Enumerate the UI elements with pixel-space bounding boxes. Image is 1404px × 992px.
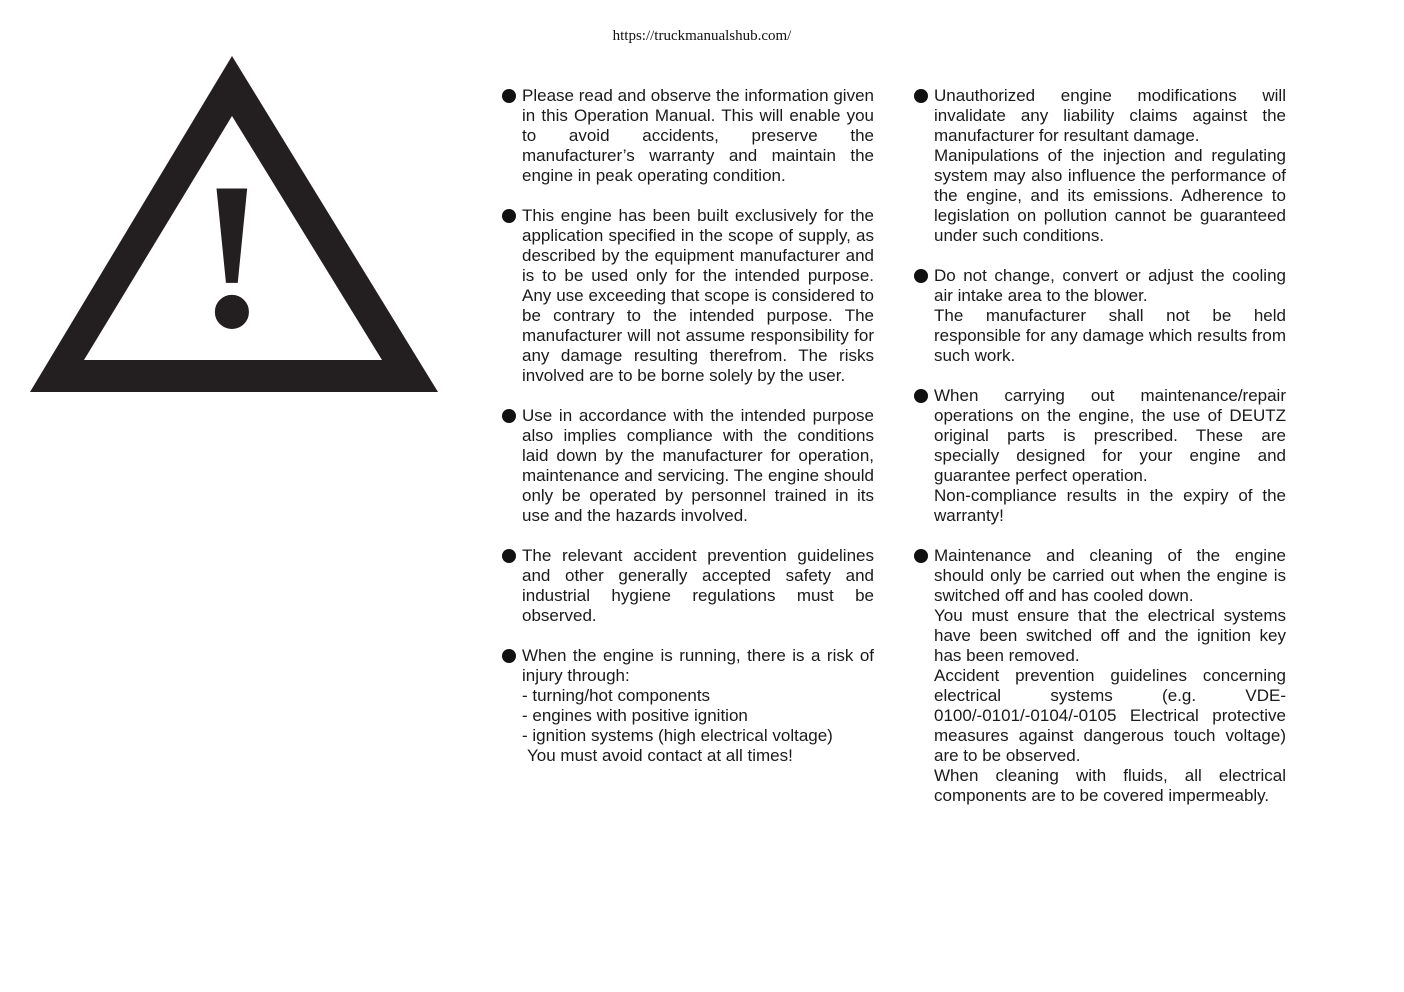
paragraph: Please read and observe the information given in this Operation Manual. This will enable you to avoid accidents, preserve the manufacturer’s warranty and maintain the engine in peak operating condition.	[522, 86, 874, 185]
bullet-icon	[914, 549, 928, 563]
bullet-icon	[502, 549, 516, 563]
risk-list-item: - turning/hot components	[522, 686, 711, 705]
safety-note	[502, 86, 874, 186]
bullet-icon	[914, 389, 928, 403]
paragraph: This engine has been built exclusively for the application specified in the scope of supply, as described by the equipment manufacturer and is to be used only for the intended purpose. Any use exceeding that scope is considered to be contrary to the intended purpose. The manufacturer will not assume responsibility for any damage resulting therefrom. The risks involved are to be borne solely by the user.	[522, 206, 874, 385]
paragraph: The relevant accident prevention guidelines and other generally accepted safety and industrial hygiene regulations must be observed.	[522, 546, 874, 625]
safety-note	[502, 206, 874, 386]
safety-note-risks	[502, 646, 874, 766]
safety-note	[502, 406, 874, 526]
paragraph: When carrying out maintenance/repair operations on the engine, the use of DEUTZ original parts is prescribed. These are specially designed for your engine and guarantee perfect operation.	[934, 386, 1286, 485]
paragraph: Accident prevention guidelines concerning electrical systems (e.g. VDE-0100/-0101/-0104/-0105 Electrical protective measures against dangerous touch voltage) are to be observed.	[934, 666, 1286, 765]
paragraph: Maintenance and cleaning of the engine should only be carried out when the engine is switched off and has cooled down.	[934, 546, 1286, 605]
safety-note	[502, 546, 874, 626]
bullet-icon	[914, 269, 928, 283]
left-text-column	[502, 86, 874, 786]
bullet-icon	[914, 89, 928, 103]
risk-list-item: - engines with positive ignition	[522, 706, 748, 725]
risk-closing: You must avoid contact at all times!	[527, 746, 793, 765]
paragraph: When cleaning with fluids, all electrical components are to be covered impermeably.	[934, 766, 1286, 805]
paragraph: Use in accordance with the intended purpose also implies compliance with the conditions laid down by the manufacturer for operation, maintenance and servicing. The engine should only be operated by personnel trained in its use and the hazards involved.	[522, 406, 874, 525]
right-text-column	[914, 86, 1286, 826]
paragraph: Manipulations of the injection and regulating system may also influence the performance of the engine, and its emissions. Adherence to legislation on pollution cannot be guaranteed under such conditions.	[934, 146, 1286, 245]
paragraph: Unauthorized engine modifications will invalidate any liability claims against the manufacturer for resultant damage.	[934, 86, 1286, 145]
bullet-icon	[502, 409, 516, 423]
safety-note	[914, 546, 1286, 806]
paragraph: Do not change, convert or adjust the cooling air intake area to the blower.	[934, 266, 1286, 305]
bullet-icon	[502, 649, 516, 663]
risk-list-item: - ignition systems (high electrical voltage)	[522, 726, 833, 745]
safety-note	[914, 386, 1286, 526]
source-url: https://truckmanualshub.com/	[612, 28, 792, 44]
safety-note	[914, 86, 1286, 246]
safety-note	[914, 266, 1286, 366]
paragraph: Non-compliance results in the expiry of the warranty!	[934, 486, 1286, 525]
paragraph: The manufacturer shall not be held responsible for any damage which results from such work.	[934, 306, 1286, 365]
exclamation-mark: !	[197, 140, 267, 372]
warning-triangle-icon	[28, 54, 440, 396]
bullet-icon	[502, 89, 516, 103]
paragraph: You must ensure that the electrical systems have been switched off and the ignition key has been removed.	[934, 606, 1286, 665]
paragraph: When the engine is running, there is a risk of injury through:	[522, 646, 874, 685]
bullet-icon	[502, 209, 516, 223]
